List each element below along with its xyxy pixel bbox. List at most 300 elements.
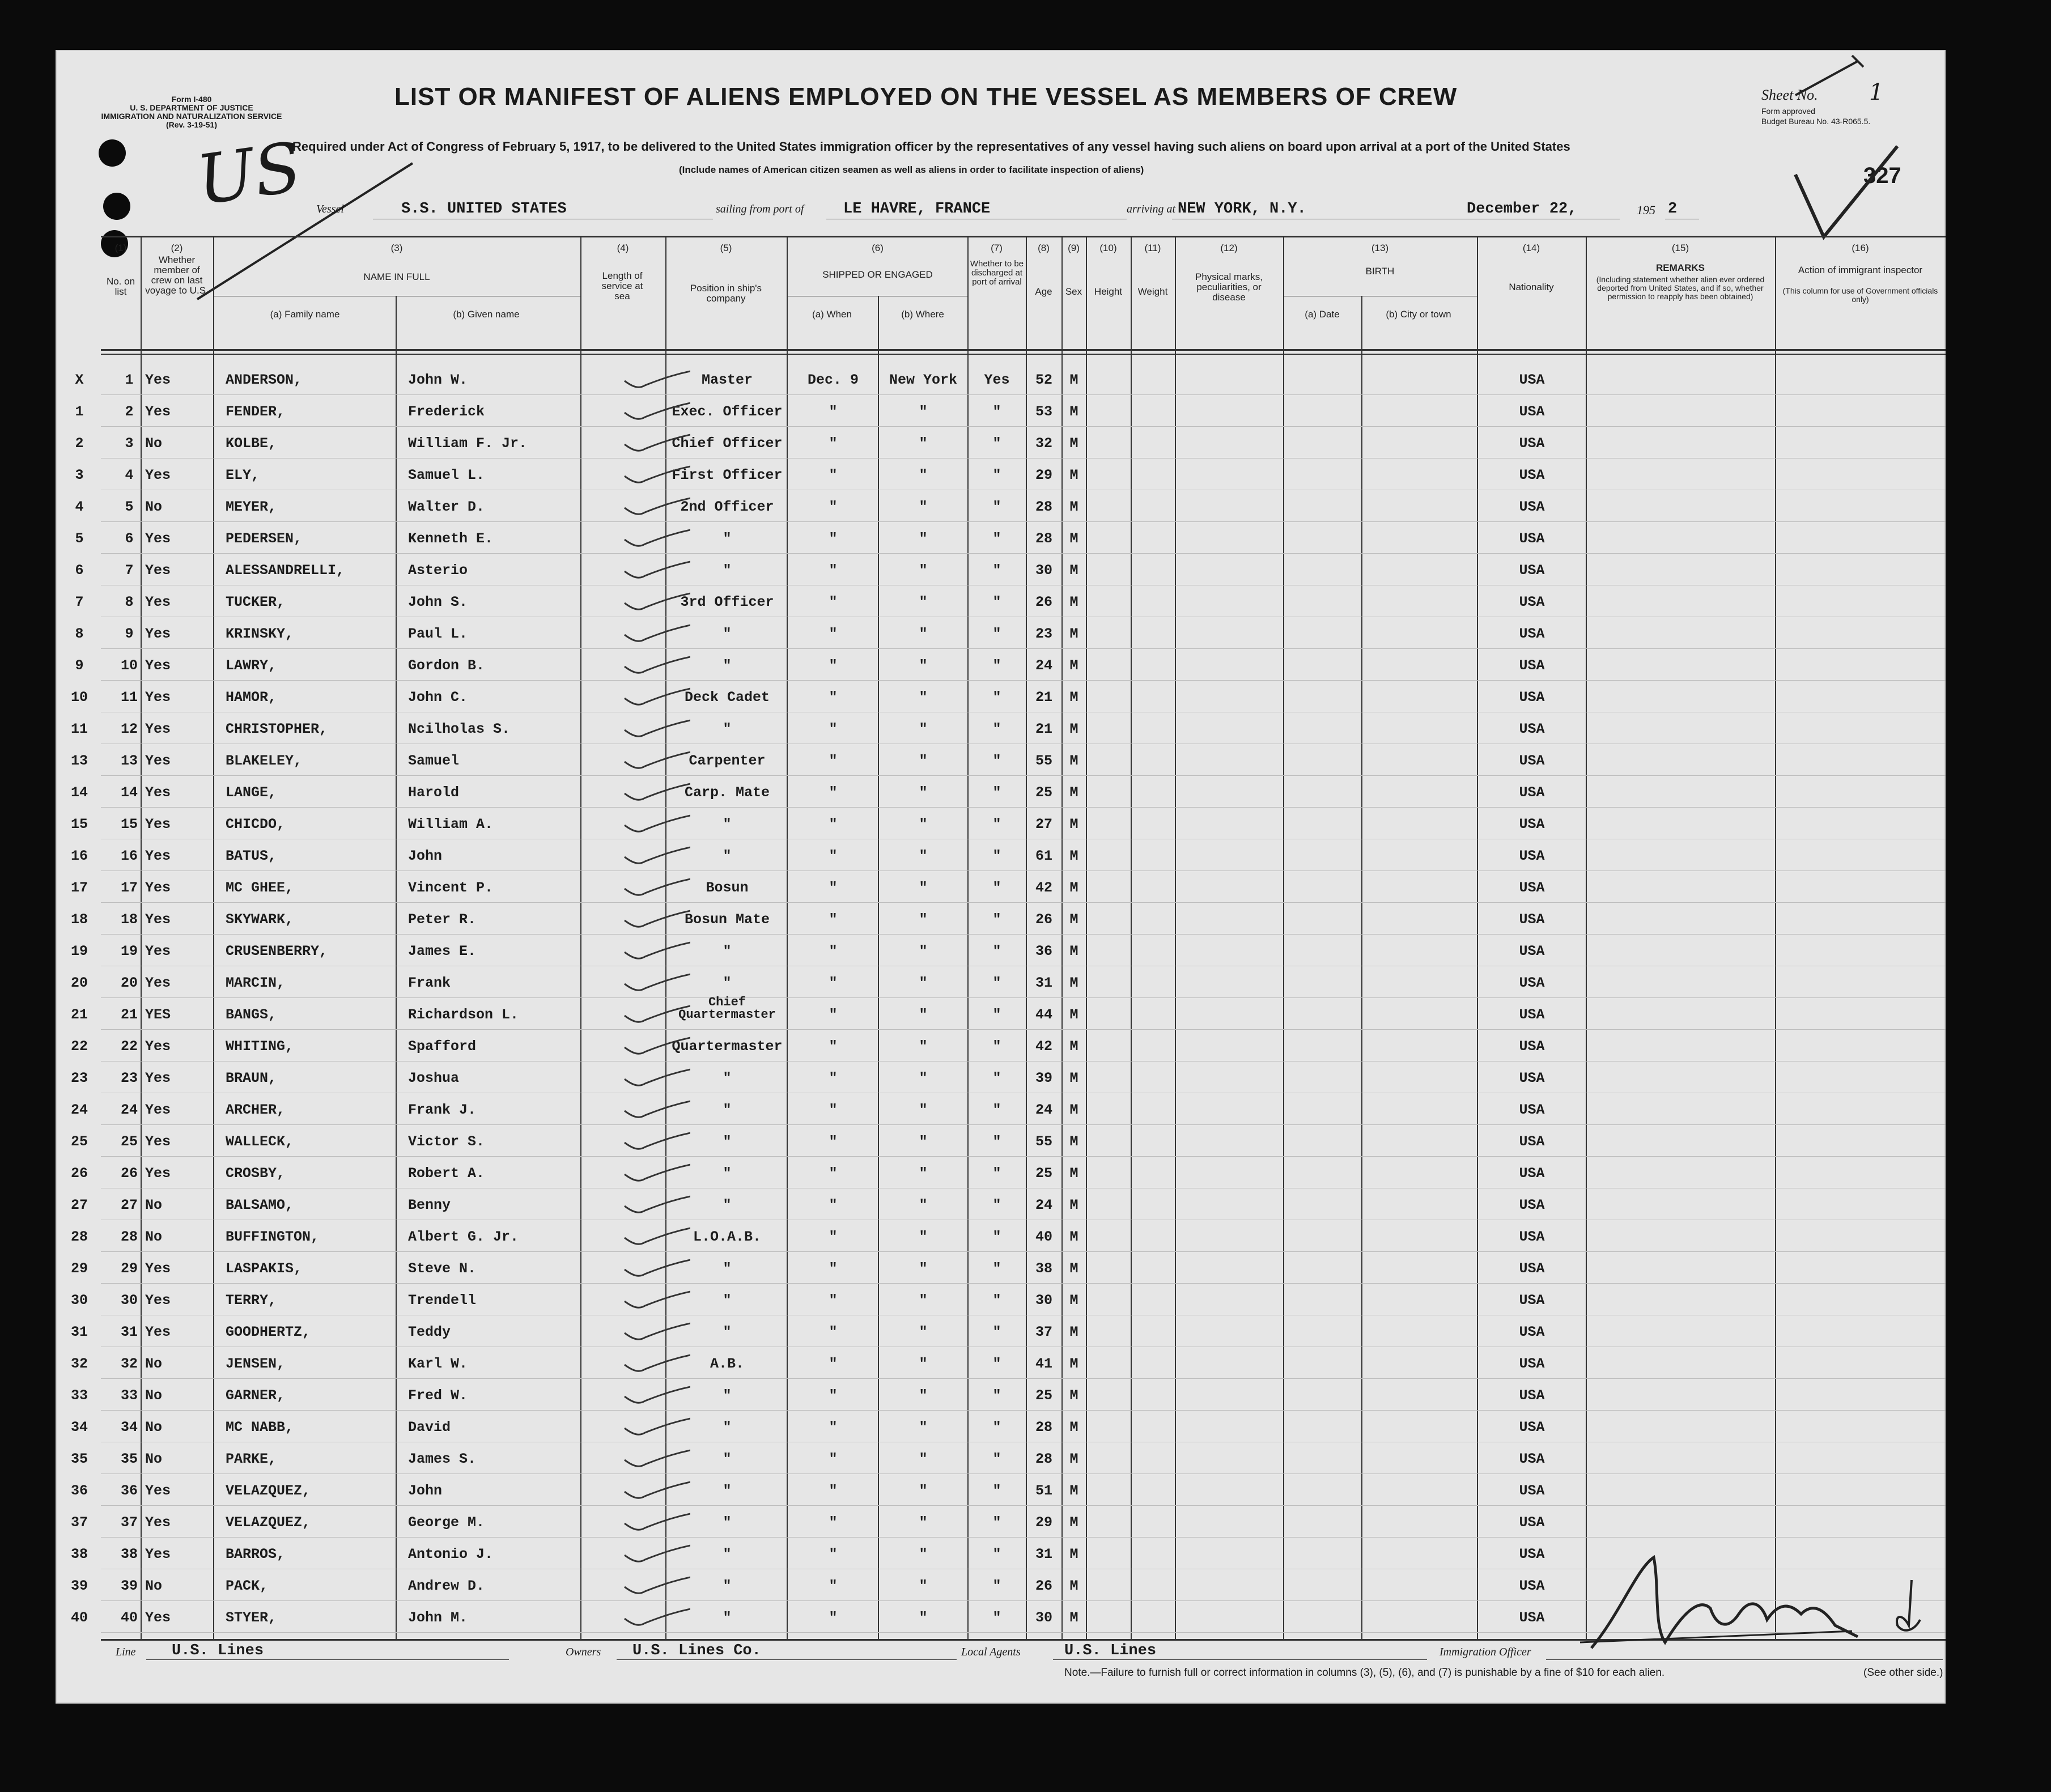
shipped-where: ": [919, 1165, 928, 1182]
family-name: PARKE,: [226, 1451, 277, 1467]
family-name: MC NABB,: [226, 1419, 294, 1436]
row-rule: [101, 1505, 1946, 1506]
previous-voyage: No: [145, 1197, 163, 1213]
list-number: 11: [120, 689, 138, 706]
shipped-where: ": [919, 689, 928, 706]
shipped-when: ": [829, 1133, 838, 1150]
discharge: ": [992, 848, 1001, 864]
service-check-mark: [622, 717, 690, 738]
row-rule: [101, 775, 1946, 776]
check-stroke: [625, 1258, 690, 1276]
previous-voyage: No: [145, 1451, 163, 1467]
stamp-number: 327: [1863, 163, 1901, 188]
check-stroke: [625, 1353, 690, 1371]
list-number: 31: [120, 1324, 138, 1340]
col14-header: Nationality: [1509, 282, 1554, 292]
row-rule: [101, 648, 1946, 649]
sex: M: [1069, 1578, 1078, 1594]
shipped-where: ": [919, 880, 928, 896]
list-number: 25: [120, 1133, 138, 1150]
discharge: ": [992, 721, 1001, 737]
shipped-where: ": [919, 1356, 928, 1372]
check-stroke: [625, 1163, 690, 1180]
margin-number: 3: [75, 467, 84, 483]
row-rule: [101, 521, 1946, 522]
check-stroke: [625, 814, 690, 831]
discharge: ": [992, 562, 1001, 579]
check-stroke: [625, 1544, 690, 1561]
col1-number: (1): [114, 243, 127, 253]
shipped-where: ": [919, 816, 928, 833]
service-check-mark: [622, 1574, 690, 1595]
shipped-where: ": [919, 594, 928, 610]
nationality: USA: [1519, 1578, 1545, 1594]
discharge: ": [992, 943, 1001, 959]
nationality: USA: [1519, 372, 1545, 388]
col3b-header: (b) Given name: [453, 309, 520, 320]
check-stroke: [625, 1195, 690, 1212]
check-stroke: [625, 1607, 690, 1625]
given-name: Joshua: [408, 1070, 460, 1086]
discharge: ": [992, 1133, 1001, 1150]
position: ": [723, 1324, 732, 1340]
nationality: USA: [1519, 848, 1545, 864]
list-number: 27: [120, 1197, 138, 1213]
shipped-when: ": [829, 1165, 838, 1182]
row-rule: [101, 870, 1946, 871]
form-id-line: U. S. DEPARTMENT OF JUSTICE: [130, 103, 253, 112]
discharge: ": [992, 1578, 1001, 1594]
family-name: KRINSKY,: [226, 626, 294, 642]
col13-number: (13): [1371, 243, 1389, 253]
service-check-mark: [622, 1606, 690, 1627]
position: Chief Officer: [672, 435, 783, 452]
col1-header: No. on list: [106, 276, 135, 297]
col6-header: SHIPPED OR ENGAGED: [822, 269, 933, 280]
discharge: ": [992, 657, 1001, 674]
previous-voyage: Yes: [145, 404, 171, 420]
age: 30: [1035, 1610, 1052, 1626]
position: Bosun: [706, 880, 749, 896]
shipped-when: ": [829, 721, 838, 737]
list-number: 5: [125, 499, 134, 515]
list-number: 33: [120, 1387, 138, 1404]
sex: M: [1069, 1514, 1078, 1531]
list-number: 32: [120, 1356, 138, 1372]
shipped-where: ": [919, 721, 928, 737]
service-check-mark: [622, 1511, 690, 1531]
family-name: ELY,: [226, 467, 260, 483]
shipped-when: ": [829, 1483, 838, 1499]
check-stroke: [625, 750, 690, 768]
owners-value: U.S. Lines Co.: [632, 1642, 761, 1659]
sex: M: [1069, 657, 1078, 674]
shipped-when: ": [829, 1229, 838, 1245]
age: 27: [1035, 816, 1052, 833]
age: 24: [1035, 1102, 1052, 1118]
check-stroke: [625, 1290, 690, 1307]
previous-voyage: No: [145, 1356, 163, 1372]
list-number: 2: [125, 404, 134, 420]
sex: M: [1069, 626, 1078, 642]
row-rule: [101, 902, 1946, 903]
check-stroke: [625, 973, 690, 990]
row-rule: [101, 1156, 1946, 1157]
given-name: Trendell: [408, 1292, 477, 1309]
sex: M: [1069, 880, 1078, 896]
margin-number: 26: [70, 1165, 88, 1182]
margin-number: 31: [70, 1324, 88, 1340]
margin-number: 2: [75, 435, 84, 452]
age: 28: [1035, 530, 1052, 547]
discharge: ": [992, 1165, 1001, 1182]
age: 55: [1035, 1133, 1052, 1150]
shipped-when: ": [829, 562, 838, 579]
service-check-mark: [622, 749, 690, 770]
family-name: TUCKER,: [226, 594, 286, 610]
discharge: ": [992, 1546, 1001, 1562]
given-name: Victor S.: [408, 1133, 485, 1150]
given-name: Richardson L.: [408, 1007, 519, 1023]
family-name: VELAZQUEZ,: [226, 1514, 311, 1531]
age: 21: [1035, 721, 1052, 737]
list-number: 3: [125, 435, 134, 452]
col6b-header: (b) Where: [901, 309, 944, 320]
list-number: 1: [125, 372, 134, 388]
family-name: BARROS,: [226, 1546, 286, 1562]
check-stroke: [625, 1131, 690, 1149]
age: 53: [1035, 404, 1052, 420]
shipped-where: ": [919, 1133, 928, 1150]
previous-voyage: Yes: [145, 1546, 171, 1562]
shipped-when: ": [829, 1260, 838, 1277]
previous-voyage: Yes: [145, 753, 171, 769]
list-number: 16: [120, 848, 138, 864]
sex: M: [1069, 1292, 1078, 1309]
check-stroke: [625, 1480, 690, 1498]
margin-number: 27: [70, 1197, 88, 1213]
margin-number: 5: [75, 530, 84, 547]
previous-voyage: Yes: [145, 1102, 171, 1118]
row-rule: [101, 1251, 1946, 1252]
sex: M: [1069, 1610, 1078, 1626]
given-name: Samuel L.: [408, 467, 485, 483]
list-number: 6: [125, 530, 134, 547]
previous-voyage: No: [145, 1229, 163, 1245]
check-stroke: [625, 687, 690, 704]
shipped-where: ": [919, 1451, 928, 1467]
col6-number: (6): [872, 243, 884, 253]
shipped-where: ": [919, 1610, 928, 1626]
col-divider: [1586, 237, 1587, 1639]
service-check-mark: [622, 559, 690, 579]
previous-voyage: Yes: [145, 1483, 171, 1499]
line-value: U.S. Lines: [172, 1642, 264, 1659]
see-other-side: (See other side.): [1863, 1667, 1943, 1679]
age: 25: [1035, 784, 1052, 801]
list-number: 39: [120, 1578, 138, 1594]
position: Bosun Mate: [684, 911, 770, 928]
check-stroke: [625, 1322, 690, 1339]
age: 52: [1035, 372, 1052, 388]
given-name: Spafford: [408, 1038, 477, 1055]
form-title: LIST OR MANIFEST OF ALIENS EMPLOYED ON THE VESSEL AS MEMBERS OF CREW: [394, 83, 1458, 111]
family-name: GOODHERTZ,: [226, 1324, 311, 1340]
service-check-mark: [622, 813, 690, 833]
given-name: Asterio: [408, 562, 468, 579]
age: 23: [1035, 626, 1052, 642]
col-divider: [1086, 237, 1087, 1639]
service-check-mark: [622, 1098, 690, 1119]
shipped-where: ": [919, 1102, 928, 1118]
position: Master: [701, 372, 753, 388]
nationality: USA: [1519, 626, 1545, 642]
family-name: SKYWARK,: [226, 911, 294, 928]
shipped-where: ": [919, 1324, 928, 1340]
margin-number: 16: [70, 848, 88, 864]
shipped-when: ": [829, 911, 838, 928]
check-stroke: [625, 719, 690, 736]
check-stroke: [625, 560, 690, 577]
previous-voyage: Yes: [145, 657, 171, 674]
shipped-where: ": [919, 1546, 928, 1562]
col8-header: Age: [1035, 286, 1052, 297]
age: 38: [1035, 1260, 1052, 1277]
family-name: BALSAMO,: [226, 1197, 294, 1213]
list-number: 9: [125, 626, 134, 642]
previous-voyage: Yes: [145, 1165, 171, 1182]
check-stroke: [625, 1004, 690, 1022]
shipped-where: ": [919, 499, 928, 515]
position: ": [723, 1292, 732, 1309]
shipped-when: ": [829, 1038, 838, 1055]
arrival-year-digit: 2: [1668, 201, 1678, 218]
sex: M: [1069, 943, 1078, 959]
col5-number: (5): [720, 243, 732, 253]
nationality: USA: [1519, 1514, 1545, 1531]
service-check-mark: [622, 400, 690, 421]
sex: M: [1069, 404, 1078, 420]
form-id-block: [90, 95, 294, 129]
nationality: USA: [1519, 1197, 1545, 1213]
family-name: BUFFINGTON,: [226, 1229, 320, 1245]
given-name: Samuel: [408, 753, 460, 769]
col-divider: [141, 237, 142, 1639]
col16-header: Action of immigrant inspector: [1798, 265, 1923, 275]
sex: M: [1069, 1483, 1078, 1499]
shipped-when: ": [829, 1197, 838, 1213]
check-stroke: [625, 1036, 690, 1054]
age: 26: [1035, 911, 1052, 928]
list-number: 21: [120, 1007, 138, 1023]
col2-number: (2): [171, 243, 183, 253]
check-stroke: [625, 465, 690, 482]
nationality: USA: [1519, 1007, 1545, 1023]
col6a-header: (a) When: [812, 309, 852, 320]
arriving-label: arriving at: [1127, 203, 1176, 215]
check-stroke: [625, 528, 690, 546]
row-rule: [101, 997, 1946, 998]
sailing-port: LE HAVRE, FRANCE: [843, 201, 991, 218]
list-number: 22: [120, 1038, 138, 1055]
row-rule: [101, 934, 1946, 935]
age: 61: [1035, 848, 1052, 864]
service-check-mark: [622, 781, 690, 801]
margin-number: 40: [70, 1610, 88, 1626]
service-check-mark: [622, 1447, 690, 1468]
shipped-when: ": [829, 975, 838, 991]
family-name: PACK,: [226, 1578, 269, 1594]
nationality: USA: [1519, 435, 1545, 452]
family-name: BATUS,: [226, 848, 277, 864]
shipped-where: ": [919, 435, 928, 452]
col13a-header: (a) Date: [1305, 309, 1340, 320]
col-divider: [1775, 237, 1776, 1639]
list-number: 14: [120, 784, 138, 801]
previous-voyage: Yes: [145, 784, 171, 801]
list-number: 35: [120, 1451, 138, 1467]
margin-number: 19: [70, 943, 88, 959]
family-name: WALLECK,: [226, 1133, 294, 1150]
discharge: ": [992, 1229, 1001, 1245]
position: ": [723, 816, 732, 833]
service-check-mark: [622, 654, 690, 674]
age: 30: [1035, 562, 1052, 579]
col2-header: Whether member of crew on last voyage to U.S.: [145, 254, 209, 296]
nationality: USA: [1519, 1419, 1545, 1436]
sex: M: [1069, 721, 1078, 737]
col8-number: (8): [1038, 243, 1050, 253]
given-name: William A.: [408, 816, 494, 833]
col3-number: (3): [390, 243, 403, 253]
nationality: USA: [1519, 880, 1545, 896]
margin-number: 17: [70, 880, 88, 896]
row-rule: [101, 1473, 1946, 1474]
shipped-when: ": [829, 753, 838, 769]
list-number: 38: [120, 1546, 138, 1562]
service-check-mark: [622, 1320, 690, 1341]
service-check-mark: [622, 940, 690, 960]
sex: M: [1069, 1165, 1078, 1182]
age: 28: [1035, 1419, 1052, 1436]
col-divider: [1361, 296, 1362, 1639]
position: ": [723, 1070, 732, 1086]
given-name: Robert A.: [408, 1165, 485, 1182]
family-name: TERRY,: [226, 1292, 277, 1309]
position: ": [723, 1133, 732, 1150]
sex: M: [1069, 753, 1078, 769]
nationality: USA: [1519, 404, 1545, 420]
shipped-when: ": [829, 499, 838, 515]
col3a-header: (a) Family name: [270, 309, 340, 320]
shipped-when: ": [829, 848, 838, 864]
discharge: ": [992, 753, 1001, 769]
discharge: ": [992, 1260, 1001, 1277]
age: 40: [1035, 1229, 1052, 1245]
previous-voyage: Yes: [145, 1292, 171, 1309]
age: 41: [1035, 1356, 1052, 1372]
row-rule: [101, 426, 1946, 427]
shipped-when: ": [829, 1610, 838, 1626]
col15-number: (15): [1671, 243, 1689, 253]
sex: M: [1069, 975, 1078, 991]
position: ": [723, 1197, 732, 1213]
shipped-when: ": [829, 943, 838, 959]
given-name: Harold: [408, 784, 460, 801]
margin-number: 37: [70, 1514, 88, 1531]
age: 28: [1035, 1451, 1052, 1467]
service-check-mark: [622, 368, 690, 389]
position: ": [723, 530, 732, 547]
discharge: ": [992, 1292, 1001, 1309]
sex: M: [1069, 1038, 1078, 1055]
row-rule: [101, 680, 1946, 681]
previous-voyage: Yes: [145, 1038, 171, 1055]
arrival-year: 195: [1637, 203, 1655, 217]
check-stroke: [625, 909, 690, 927]
discharge: ": [992, 1007, 1001, 1023]
nationality: USA: [1519, 1133, 1545, 1150]
sex: M: [1069, 1324, 1078, 1340]
officer-label: Immigration Officer: [1439, 1646, 1531, 1658]
previous-voyage: Yes: [145, 1260, 171, 1277]
margin-number: 39: [70, 1578, 88, 1594]
discharge: ": [992, 626, 1001, 642]
given-name: Peter R.: [408, 911, 477, 928]
position: ": [723, 1419, 732, 1436]
sailing-label: sailing from port of: [716, 203, 804, 215]
col4-header: Length of service at sea: [601, 270, 643, 302]
given-name: Ncilholas S.: [408, 721, 511, 737]
discharge: ": [992, 499, 1001, 515]
table-header-bottom: [101, 349, 1946, 351]
margin-number: 36: [70, 1483, 88, 1499]
check-stroke: [625, 1385, 690, 1403]
age: 31: [1035, 1546, 1052, 1562]
age: 42: [1035, 880, 1052, 896]
given-name: Fred W.: [408, 1387, 468, 1404]
col11-header: Weight: [1137, 286, 1168, 297]
row-rule: [101, 1124, 1946, 1125]
previous-voyage: No: [145, 1387, 163, 1404]
shipped-where: ": [919, 626, 928, 642]
service-check-mark: [622, 527, 690, 547]
sex: M: [1069, 1546, 1078, 1562]
family-name: MARCIN,: [226, 975, 286, 991]
vessel-label: Vessel: [316, 203, 344, 215]
shipped-where: ": [919, 1483, 928, 1499]
shipped-when: ": [829, 1451, 838, 1467]
previous-voyage: Yes: [145, 911, 171, 928]
age: 24: [1035, 1197, 1052, 1213]
family-name: ANDERSON,: [226, 372, 303, 388]
nationality: USA: [1519, 499, 1545, 515]
nationality: USA: [1519, 1546, 1545, 1562]
shipped-when: ": [829, 1387, 838, 1404]
previous-voyage: Yes: [145, 1070, 171, 1086]
family-name: CHRISTOPHER,: [226, 721, 328, 737]
row-rule: [101, 1029, 1946, 1030]
service-check-mark: [622, 1479, 690, 1500]
sex: M: [1069, 499, 1078, 515]
form-subtitle: Required under Act of Congress of February 5, 1917, to be delivered to the United States immigration officer by the representatives of any vessel having such aliens on board upon arrival at a port of the United States: [292, 139, 1570, 154]
service-check-mark: [622, 1352, 690, 1373]
form-approved: Form approved: [1761, 107, 1815, 116]
officer-signature: [1569, 1546, 1863, 1659]
list-number: 8: [125, 594, 134, 610]
discharge: ": [992, 816, 1001, 833]
row-rule: [101, 1410, 1946, 1411]
